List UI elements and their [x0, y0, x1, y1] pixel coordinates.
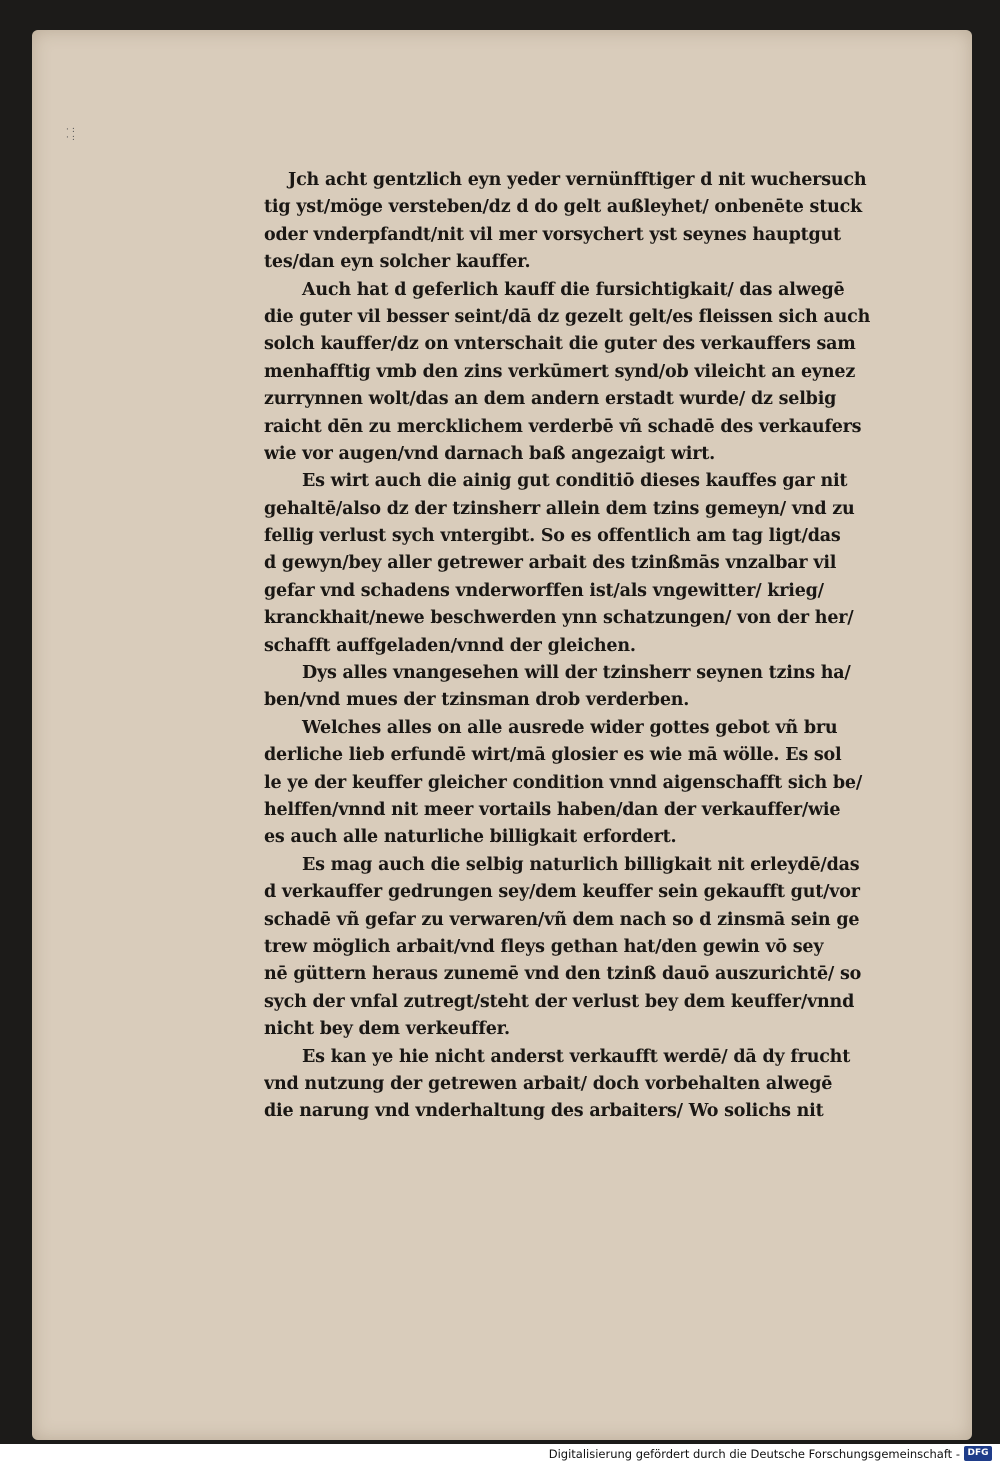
text-line: zurrynnen wolt/das an dem andern erstadt wurde/ dz selbig [264, 389, 837, 410]
text-line: vnd nutzung der getrewen arbait/ doch vorbehalten alwegē [264, 1073, 833, 1094]
text-line: oder vnderpfandt/nit vil mer vorsychert yst seynes hauptgut [264, 224, 841, 245]
text-line: sych der vnfal zutregt/steht der verlust bey dem keuffer/vnnd [264, 991, 855, 1012]
text-line: tig yst/möge versteben/dz d do gelt außleyhet/ onbenēte stuck [264, 197, 862, 218]
text-line: wie vor augen/vnd darnach baß angezaigt wirt. [264, 443, 716, 464]
text-line: kranckhait/newe beschwerden ynn schatzungen/ von der her/ [264, 608, 854, 629]
text-line: die narung vnd vnderhaltung des arbaiters/ Wo solichs nit [264, 1101, 824, 1122]
text-line: nicht bey dem verkeuffer. [264, 1019, 510, 1040]
text-line: Auch hat d geferlich kauff die fursichtigkait/ das alwegē [302, 279, 845, 300]
text-line: die guter vil besser seint/dā dz gezelt gelt/es fleissen sich auch [264, 306, 871, 327]
text-line: schafft auffgeladen/vnnd der gleichen. [264, 635, 636, 656]
text-line: Es mag auch die selbig naturlich billigkait nit erleydē/das [302, 854, 860, 875]
text-line: le ye der keuffer gleicher condition vnnd aigenschafft sich be/ [264, 772, 863, 793]
text-body [264, 167, 936, 1126]
text-line: Welches alles on alle ausrede wider gottes gebot vñ bru [302, 717, 838, 738]
text-line: solch kauffer/dz on vnterschait die guter des verkauffers sam [264, 334, 856, 355]
text-line: derliche lieb erfundē wirt/mā glosier es wie mā wölle. Es sol [264, 745, 842, 766]
text-line: raicht dēn zu mercklichem verderbē vñ schadē des verkaufers [264, 416, 862, 437]
text-line: gehaltē/also dz der tzinsherr allein dem tzins gemeyn/ vnd zu [264, 498, 855, 519]
text-line: trew möglich arbait/vnd fleys gethan hat/den gewin vō sey [264, 936, 824, 957]
text-line: fellig verlust sych vntergibt. So es offentlich am tag ligt/das [264, 526, 841, 547]
text-line: helffen/vnnd nit meer vortails haben/dan der verkauffer/wie [264, 799, 841, 820]
margin-marks: ·: ·: [66, 125, 78, 143]
text-line: schadē vñ gefar zu verwaren/vñ dem nach so d zinsmā sein ge [264, 909, 860, 930]
footer-bar [0, 1444, 1000, 1464]
dfg-logo: DFG [964, 1446, 992, 1461]
funding-credit: Digitalisierung gefördert durch die Deutsche Forschungsgemeinschaft - [548, 1447, 960, 1461]
text-line: Es wirt auch die ainig gut conditiō dieses kauffes gar nit [302, 471, 848, 492]
text-line: nē güttern heraus zunemē vnd den tzinß dauō auszurichtē/ so [264, 964, 862, 985]
text-line: Dys alles vnangesehen will der tzinsherr seynen tzins ha/ [302, 663, 851, 684]
text-line: Jch acht gentzlich eyn yeder vernünfftiger d nit wuchersuch [288, 170, 867, 190]
text-line: d verkauffer gedrungen sey/dem keuffer sein gekaufft gut/vor [264, 882, 860, 903]
text-line: gefar vnd schadens vnderworffen ist/als vngewitter/ krieg/ [264, 580, 824, 601]
text-line: tes/dan eyn solcher kauffer. [264, 252, 531, 273]
text-line: ben/vnd mues der tzinsman drob verderben. [264, 690, 690, 711]
text-line: es auch alle naturliche billigkait erfordert. [264, 827, 677, 848]
text-line: Es kan ye hie nicht anderst verkaufft werdē/ dā dy frucht [302, 1046, 851, 1067]
text-line: d gewyn/bey aller getrewer arbait des tzinßmās vnzalbar vil [264, 553, 837, 574]
text-line: menhafftig vmb den zins verkūmert synd/ob vileicht an eynez [264, 361, 856, 382]
